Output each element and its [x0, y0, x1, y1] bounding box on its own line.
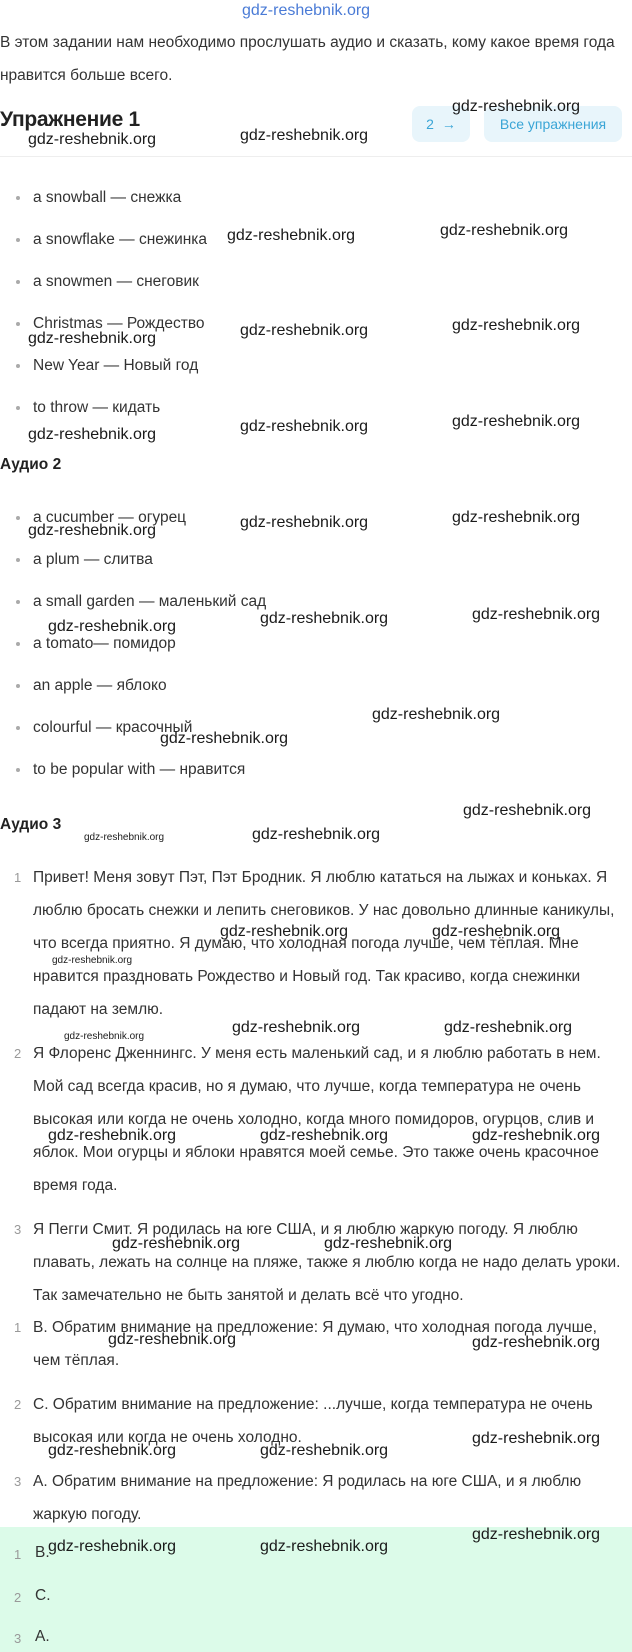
watermark: gdz-reshebnik.org — [372, 706, 501, 723]
answer-number: 3 — [14, 1631, 22, 1646]
watermark: gdz-reshebnik.org — [260, 1127, 389, 1144]
watermark: gdz-reshebnik.org — [48, 1442, 177, 1459]
watermark: gdz-reshebnik.org — [444, 1019, 573, 1036]
answer: B. — [35, 1544, 50, 1561]
answer: A. — [35, 1628, 50, 1645]
watermark: gdz-reshebnik.org — [28, 522, 157, 539]
explanation-number: 1 — [14, 1320, 22, 1335]
watermark: gdz-reshebnik.org — [472, 1526, 601, 1543]
watermark: gdz-reshebnik.org — [240, 418, 369, 435]
paragraph: Я Флоренс Дженнингс. У меня есть маленький сад, и я люблю работать в нем. Мой сад всегда красив, но я думаю, что лучше, когда температура не очень высокая или когда не очень холодно, когда много помидоров, огурцов, слив и яблок. Мои огурцы и яблоки нравятся моей семье. Это также очень красочное время года. — [33, 1045, 601, 1194]
watermark: gdz-reshebnik.org — [260, 1442, 389, 1459]
bullet-icon — [16, 726, 20, 730]
bullet-icon — [16, 364, 20, 368]
watermark: gdz-reshebnik.org — [452, 98, 581, 115]
bullet-icon — [16, 238, 20, 242]
bullet-icon — [16, 516, 20, 520]
watermark: gdz-reshebnik.org — [220, 923, 349, 940]
watermark: gdz-reshebnik.org — [452, 413, 581, 430]
watermark: gdz-reshebnik.org — [452, 317, 581, 334]
all-exercises-button[interactable]: Все упражнения — [484, 106, 622, 142]
paragraph: Я Пегги Смит. Я родилась на юге США, и я люблю жаркую погоду. Я люблю плавать, лежать на солнце на пляже, также я люблю когда не надо делать уроки. Так замечательно не быть занятой и делать всё что угодно. — [33, 1221, 621, 1304]
watermark: gdz-reshebnik.org — [28, 426, 157, 443]
answer: C. — [35, 1587, 51, 1604]
watermark: gdz-reshebnik.org — [472, 1334, 601, 1351]
arrow-right-icon: → — [441, 116, 456, 132]
watermark: gdz-reshebnik.org — [64, 1031, 145, 1042]
paragraph: Привет! Меня зовут Пэт, Пэт Бродник. Я люблю кататься на лыжах и коньках. Я люблю бросать снежки и лепить снеговиков. У нас довольно длинные каникулы, что всегда приятно. Я думаю, что холодная погода лучше, чем тёплая. Мне нравится праздновать Рождество и Новый год. Так красиво, когда снежинки падают на землю. — [33, 869, 615, 1018]
explanation: C. Обратим внимание на предложение: ...лучше, когда температура не очень высокая или когда не очень холодно. — [33, 1396, 593, 1446]
watermark: gdz-reshebnik.org — [463, 802, 592, 819]
answer-number: 1 — [14, 1547, 22, 1562]
next-exercise-label: 2 — [426, 116, 434, 132]
watermark: gdz-reshebnik.org — [112, 1235, 241, 1252]
bullet-icon — [16, 322, 20, 326]
top-watermark: gdz-reshebnik.org — [242, 2, 371, 19]
watermark: gdz-reshebnik.org — [48, 1538, 177, 1555]
watermark: gdz-reshebnik.org — [260, 1538, 389, 1555]
paragraph-number: 2 — [14, 1046, 22, 1061]
audio-2-title: Аудио 2 — [0, 456, 62, 473]
watermark: gdz-reshebnik.org — [240, 127, 369, 144]
bullet-icon — [16, 768, 20, 772]
watermark: gdz-reshebnik.org — [160, 730, 289, 747]
watermark: gdz-reshebnik.org — [324, 1235, 453, 1252]
bullet-icon — [16, 600, 20, 604]
watermark: gdz-reshebnik.org — [28, 330, 157, 347]
watermark: gdz-reshebnik.org — [472, 1430, 601, 1447]
paragraph-number: 3 — [14, 1222, 22, 1237]
exercise-title: Упражнение 1 — [0, 108, 140, 131]
intro-text: В этом задании нам необходимо прослушать аудио и сказать, кому какое время года нравится больше всего. — [0, 34, 615, 84]
watermark: gdz-reshebnik.org — [227, 227, 356, 244]
watermark: gdz-reshebnik.org — [432, 923, 561, 940]
watermark: gdz-reshebnik.org — [84, 832, 165, 843]
watermark: gdz-reshebnik.org — [28, 131, 157, 148]
paragraph-number: 1 — [14, 870, 22, 885]
watermark: gdz-reshebnik.org — [240, 514, 369, 531]
watermark: gdz-reshebnik.org — [440, 222, 569, 239]
answer-number: 2 — [14, 1590, 22, 1605]
bullet-icon — [16, 642, 20, 646]
watermark: gdz-reshebnik.org — [232, 1019, 361, 1036]
explanation-number: 2 — [14, 1397, 22, 1412]
watermark: gdz-reshebnik.org — [472, 606, 601, 623]
bullet-icon — [16, 684, 20, 688]
watermark: gdz-reshebnik.org — [108, 1331, 237, 1348]
bullet-icon — [16, 196, 20, 200]
explanation-number: 3 — [14, 1474, 22, 1489]
divider — [0, 156, 632, 157]
watermark: gdz-reshebnik.org — [260, 610, 389, 627]
watermark: gdz-reshebnik.org — [452, 509, 581, 526]
bullet-icon — [16, 280, 20, 284]
watermark: gdz-reshebnik.org — [252, 826, 381, 843]
bullet-icon — [16, 406, 20, 410]
watermark: gdz-reshebnik.org — [240, 322, 369, 339]
watermark: gdz-reshebnik.org — [48, 618, 177, 635]
explanation: B. Обратим внимание на предложение: Я думаю, что холодная погода лучше, чем тёплая. — [33, 1319, 597, 1369]
explanation: A. Обратим внимание на предложение: Я родилась на юге США, и я люблю жаркую погоду. — [33, 1473, 582, 1523]
bullet-icon — [16, 558, 20, 562]
audio-3-title: Аудио 3 — [0, 816, 62, 833]
watermark: gdz-reshebnik.org — [52, 955, 133, 966]
watermark: gdz-reshebnik.org — [48, 1127, 177, 1144]
watermark: gdz-reshebnik.org — [472, 1127, 601, 1144]
